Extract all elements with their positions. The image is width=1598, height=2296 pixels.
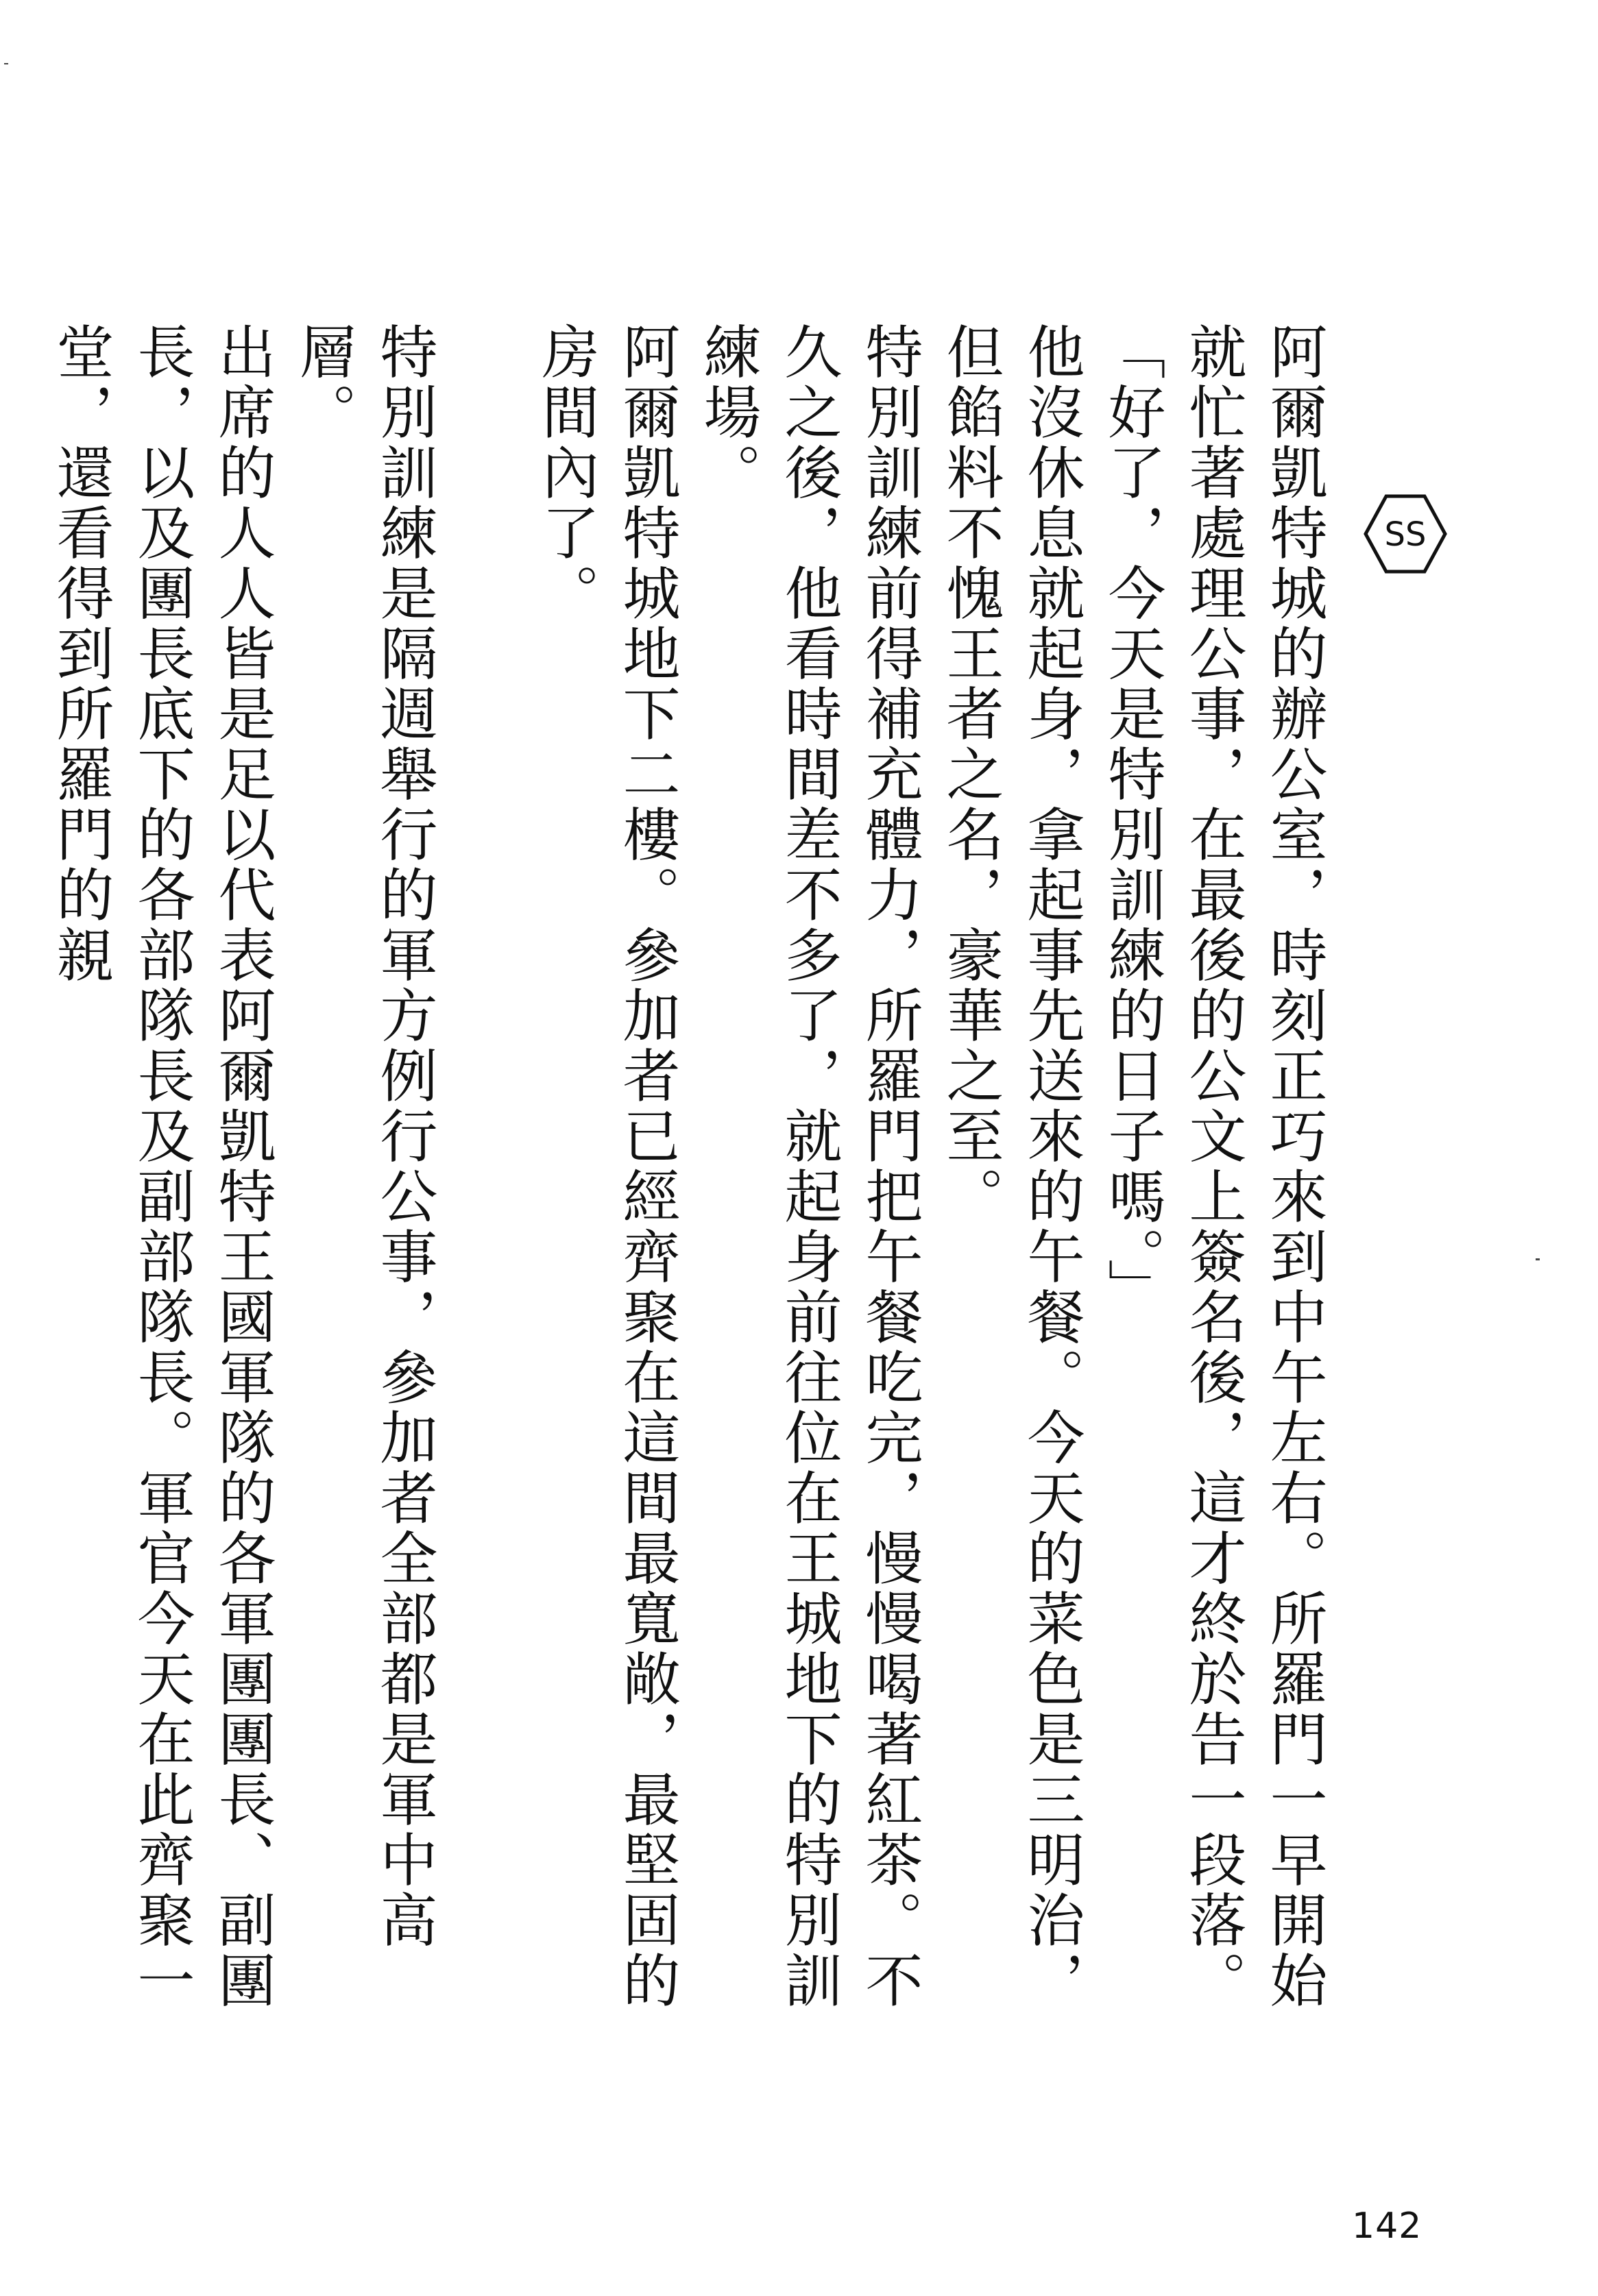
ss-badge-icon — [1363, 493, 1448, 574]
paragraph-4: 特別訓練前得補充體力，所羅門把午餐吃完，慢慢喝著紅茶。不久之後，他看時間差不多了，就起身前往位在王城地下的特別訓練場。 — [694, 322, 923, 2011]
paragraph-3: 他沒休息就起身，拿起事先送來的午餐。今天的菜色是三明治，但餡料不愧王者之名，豪華之至。 — [937, 322, 1085, 2011]
vertical-text-body — [47, 322, 1335, 2036]
paragraph-5: 阿爾凱特城地下二樓。參加者已經齊聚在這間最寬敞，最堅固的房間內了。 — [533, 322, 681, 2011]
paragraph-7: 出席的人人皆是足以代表阿爾凱特王國軍隊的各軍團團長、副團長，以及團長底下的各部隊長及副部隊長。軍官今天在此齊聚一堂，還看得到所羅門的親 — [47, 322, 276, 2011]
paragraph-2: 「好了，今天是特別訓練的日子嗎。」 — [1099, 322, 1166, 1319]
edge-mark-right — [1536, 1258, 1540, 1260]
ss-badge — [1363, 493, 1448, 574]
page-number: 142 — [1352, 2206, 1423, 2247]
edge-mark-top-left — [4, 63, 8, 64]
ss-badge-label: SS — [1384, 515, 1427, 554]
paragraph-1: 阿爾凱特城的辦公室，時刻正巧來到中午左右。所羅門一早開始就忙著處理公事，在最後的公文上簽名後，這才終於告一段落。 — [1180, 322, 1328, 2011]
paragraph-6: 特別訓練是隔週舉行的軍方例行公事，參加者全部都是軍中高層。 — [290, 322, 438, 1951]
